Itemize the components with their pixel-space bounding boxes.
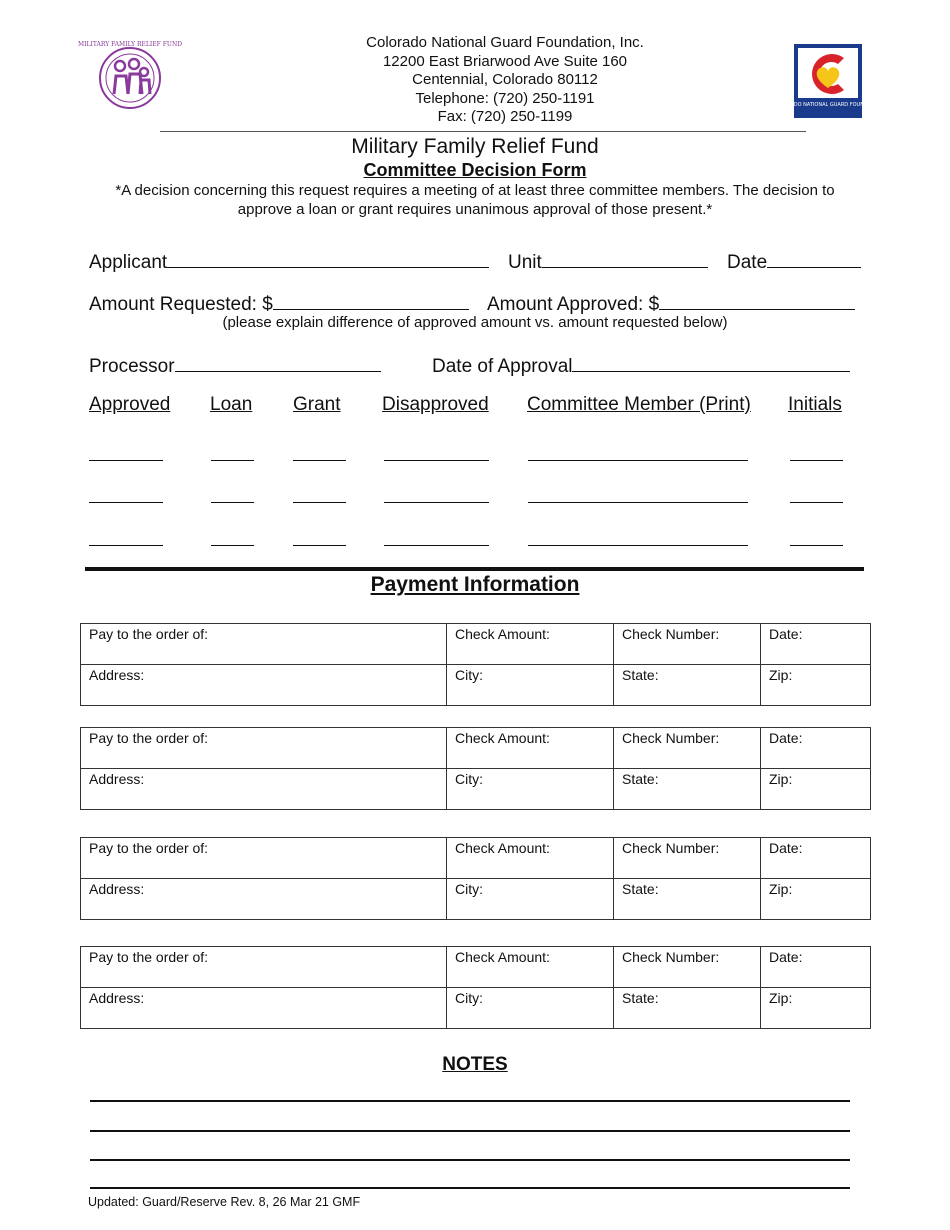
notes-line[interactable] bbox=[90, 1100, 850, 1102]
col-loan: Loan bbox=[210, 394, 253, 415]
amount-approved-line[interactable] bbox=[659, 291, 855, 310]
check-number-label: Check Number: bbox=[622, 949, 720, 965]
blank-initials[interactable] bbox=[790, 460, 843, 461]
notes-title: NOTES bbox=[442, 1054, 508, 1075]
zip-label: Zip: bbox=[769, 771, 793, 787]
city-cell[interactable] bbox=[447, 665, 614, 706]
state-cell[interactable] bbox=[614, 769, 761, 810]
address-label: Address: bbox=[89, 667, 145, 683]
address-cell[interactable] bbox=[81, 988, 447, 1029]
applicant-field[interactable] bbox=[89, 249, 489, 274]
org-fax: Fax: (720) 250-1199 bbox=[437, 108, 573, 125]
amount-approved-label: Amount Approved: $ bbox=[487, 294, 660, 315]
org-city: Centennial, Colorado 80112 bbox=[412, 71, 598, 88]
address-cell[interactable] bbox=[81, 665, 447, 706]
city-label: City: bbox=[455, 881, 483, 897]
col-initials: Initials bbox=[788, 394, 842, 415]
notes-line[interactable] bbox=[90, 1130, 850, 1132]
address-label: Address: bbox=[89, 881, 145, 897]
check-number-cell[interactable] bbox=[614, 947, 761, 988]
check-amount-cell[interactable] bbox=[447, 838, 614, 879]
blank-approved[interactable] bbox=[89, 502, 163, 503]
blank-loan[interactable] bbox=[211, 460, 254, 461]
military-family-relief-fund-logo bbox=[77, 36, 183, 120]
amount-requested-line[interactable] bbox=[273, 291, 469, 310]
pay-to-label: Pay to the order of: bbox=[89, 626, 209, 642]
check-date-label: Date: bbox=[769, 730, 803, 746]
blank-grant[interactable] bbox=[293, 545, 346, 546]
blank-loan[interactable] bbox=[211, 502, 254, 503]
header-divider bbox=[160, 131, 806, 132]
amount-difference-note: (please explain difference of approved amount vs. amount requested below) bbox=[222, 314, 728, 331]
payment-block bbox=[80, 623, 871, 706]
amount-approved-field[interactable] bbox=[487, 291, 855, 316]
check-number-label: Check Number: bbox=[622, 730, 720, 746]
notes-line[interactable] bbox=[90, 1187, 850, 1189]
city-cell[interactable] bbox=[447, 988, 614, 1029]
amount-requested-label: Amount Requested: $ bbox=[89, 294, 273, 315]
check-amount-cell[interactable] bbox=[447, 624, 614, 665]
check-number-cell[interactable] bbox=[614, 838, 761, 879]
state-cell[interactable] bbox=[614, 988, 761, 1029]
payment-block bbox=[80, 727, 871, 810]
city-label: City: bbox=[455, 990, 483, 1006]
check-date-label: Date: bbox=[769, 840, 803, 856]
cng-foundation-logo bbox=[773, 44, 883, 118]
blank-initials[interactable] bbox=[790, 545, 843, 546]
date-of-approval-field[interactable] bbox=[432, 353, 850, 378]
date-of-approval-line[interactable] bbox=[572, 353, 850, 372]
check-amount-label: Check Amount: bbox=[455, 949, 550, 965]
address-cell[interactable] bbox=[81, 879, 447, 920]
unit-line[interactable] bbox=[542, 249, 708, 268]
check-amount-cell[interactable] bbox=[447, 947, 614, 988]
amount-requested-field[interactable] bbox=[89, 291, 469, 316]
check-date-cell[interactable] bbox=[761, 624, 871, 665]
zip-label: Zip: bbox=[769, 667, 793, 683]
org-telephone: Telephone: (720) 250-1191 bbox=[415, 89, 595, 107]
blank-approved[interactable] bbox=[89, 545, 163, 546]
check-number-label: Check Number: bbox=[622, 626, 720, 642]
blank-grant[interactable] bbox=[293, 460, 346, 461]
unit-field[interactable] bbox=[508, 249, 708, 274]
applicant-line[interactable] bbox=[167, 249, 489, 268]
organization-address bbox=[250, 34, 760, 127]
check-number-cell[interactable] bbox=[614, 624, 761, 665]
state-cell[interactable] bbox=[614, 879, 761, 920]
blank-disapproved[interactable] bbox=[384, 545, 489, 546]
check-date-cell[interactable] bbox=[761, 947, 871, 988]
date-field[interactable] bbox=[727, 249, 861, 274]
applicant-label: Applicant bbox=[89, 252, 168, 273]
notes-line[interactable] bbox=[90, 1159, 850, 1161]
blank-initials[interactable] bbox=[790, 502, 843, 503]
processor-label: Processor bbox=[89, 356, 175, 377]
processor-line[interactable] bbox=[175, 353, 381, 372]
check-date-label: Date: bbox=[769, 949, 803, 965]
address-label: Address: bbox=[89, 771, 145, 787]
zip-label: Zip: bbox=[769, 990, 793, 1006]
pay-to-label: Pay to the order of: bbox=[89, 840, 209, 856]
pay-to-label: Pay to the order of: bbox=[89, 949, 209, 965]
pay-to-cell[interactable] bbox=[81, 624, 447, 665]
address-label: Address: bbox=[89, 990, 145, 1006]
svg-text:MILITARY FAMILY RELIEF FUND: MILITARY FAMILY RELIEF FUND bbox=[77, 41, 183, 48]
pay-to-cell[interactable] bbox=[81, 728, 447, 769]
org-street: 12200 East Briarwood Ave Suite 160 bbox=[382, 52, 628, 70]
zip-cell[interactable] bbox=[761, 665, 871, 706]
blank-committee-member[interactable] bbox=[528, 460, 748, 461]
svg-text:COLORADO NATIONAL GUARD FOUNDA: COLORADO NATIONAL GUARD FOUNDATION bbox=[773, 102, 883, 108]
col-disapproved: Disapproved bbox=[382, 394, 489, 415]
pay-to-label: Pay to the order of: bbox=[89, 730, 209, 746]
check-amount-cell[interactable] bbox=[447, 728, 614, 769]
zip-cell[interactable] bbox=[761, 879, 871, 920]
org-name: Colorado National Guard Foundation, Inc. bbox=[366, 34, 644, 51]
blank-committee-member[interactable] bbox=[528, 545, 748, 546]
blank-approved[interactable] bbox=[89, 460, 163, 461]
col-approved: Approved bbox=[89, 394, 171, 415]
zip-cell[interactable] bbox=[761, 769, 871, 810]
fund-title: Military Family Relief Fund bbox=[351, 135, 599, 158]
city-cell[interactable] bbox=[447, 769, 614, 810]
unit-label: Unit bbox=[508, 252, 542, 273]
pay-to-cell[interactable] bbox=[81, 947, 447, 988]
city-label: City: bbox=[455, 771, 483, 787]
state-label: State: bbox=[622, 667, 659, 683]
check-date-cell[interactable] bbox=[761, 728, 871, 769]
check-amount-label: Check Amount: bbox=[455, 730, 550, 746]
state-cell[interactable] bbox=[614, 665, 761, 706]
decision-notice: *A decision concerning this request requires a meeting of at least three committee members. The decision to approve a loan or grant requires unanimous approval of those present.* bbox=[115, 182, 835, 218]
check-amount-label: Check Amount: bbox=[455, 840, 550, 856]
blank-loan[interactable] bbox=[211, 545, 254, 546]
col-grant: Grant bbox=[293, 394, 341, 415]
check-number-cell[interactable] bbox=[614, 728, 761, 769]
blank-disapproved[interactable] bbox=[384, 460, 489, 461]
state-label: State: bbox=[622, 881, 659, 897]
blank-committee-member[interactable] bbox=[528, 502, 748, 503]
date-label: Date bbox=[727, 252, 768, 273]
revision-footer: Updated: Guard/Reserve Rev. 8, 26 Mar 21 GMF bbox=[88, 1195, 361, 1209]
payment-block bbox=[80, 946, 871, 1029]
state-label: State: bbox=[622, 771, 659, 787]
blank-disapproved[interactable] bbox=[384, 502, 489, 503]
processor-field[interactable] bbox=[89, 353, 381, 378]
city-label: City: bbox=[455, 667, 483, 683]
col-committee-member: Committee Member (Print) bbox=[527, 394, 751, 415]
pay-to-cell[interactable] bbox=[81, 838, 447, 879]
check-date-label: Date: bbox=[769, 626, 803, 642]
check-number-label: Check Number: bbox=[622, 840, 720, 856]
payment-divider bbox=[85, 567, 864, 571]
payment-title: Payment Information bbox=[370, 573, 580, 596]
date-of-approval-label: Date of Approval bbox=[432, 356, 573, 377]
date-line[interactable] bbox=[767, 249, 861, 268]
blank-grant[interactable] bbox=[293, 502, 346, 503]
address-cell[interactable] bbox=[81, 769, 447, 810]
zip-cell[interactable] bbox=[761, 988, 871, 1029]
form-title: Committee Decision Form bbox=[363, 160, 587, 180]
check-amount-label: Check Amount: bbox=[455, 626, 550, 642]
city-cell[interactable] bbox=[447, 879, 614, 920]
check-date-cell[interactable] bbox=[761, 838, 871, 879]
zip-label: Zip: bbox=[769, 881, 793, 897]
state-label: State: bbox=[622, 990, 659, 1006]
payment-block bbox=[80, 837, 871, 920]
